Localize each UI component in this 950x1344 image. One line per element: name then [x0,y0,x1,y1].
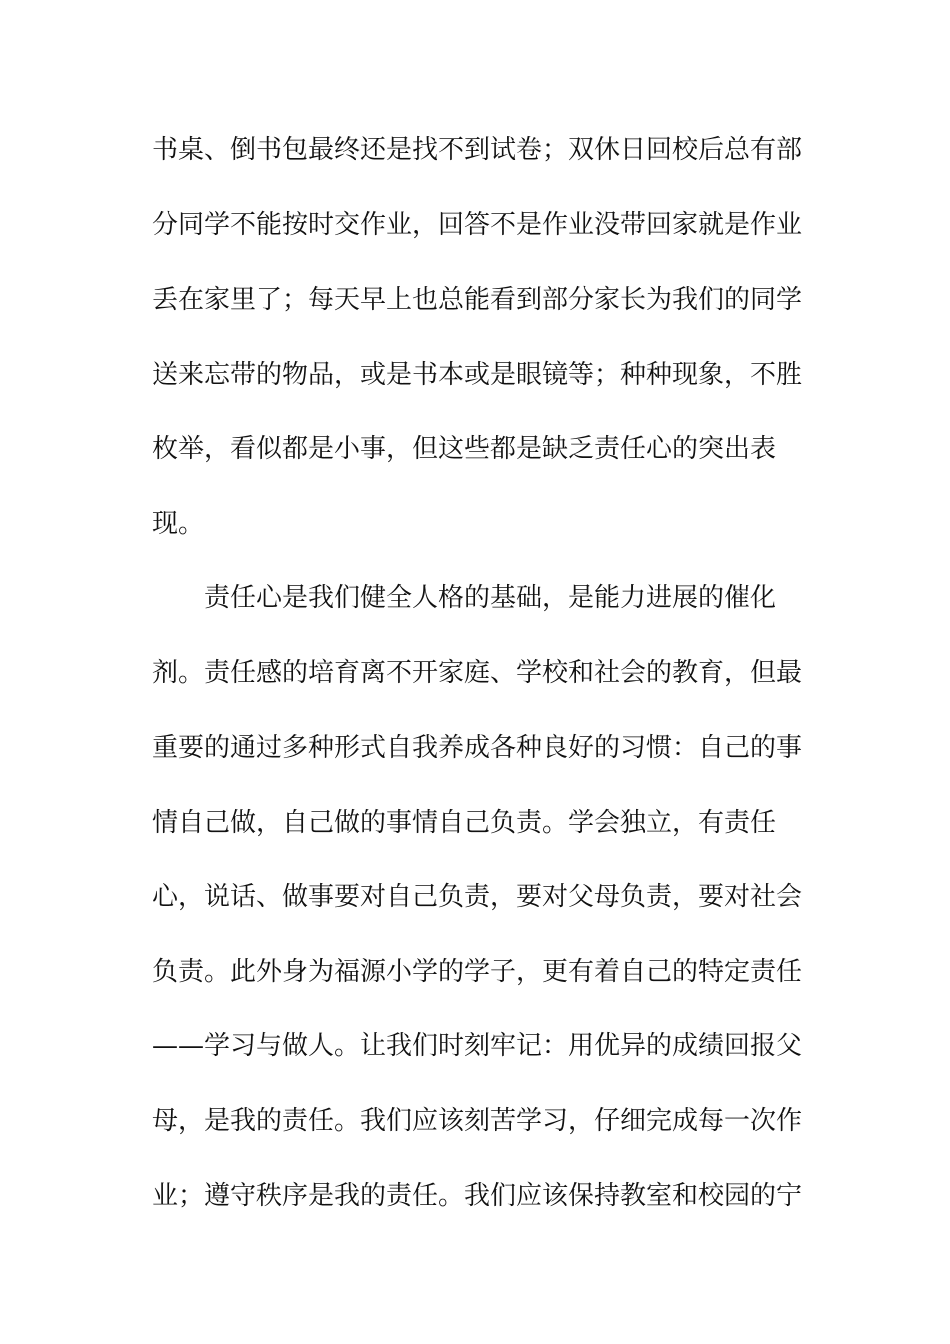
text-line: 重要的通过多种形式自我养成各种良好的习惯：自己的事 [152,733,803,763]
text-line: 现。 [152,509,205,539]
paragraph-first-line: 责任心是我们健全人格的基础，是能力进展的催化 [204,583,777,613]
text-line: 分同学不能按时交作业，回答不是作业没带回家就是作业 [152,210,803,240]
text-line: 情自己做，自己做的事情自己负责。学会独立，有责任 [152,808,777,838]
text-line: 送来忘带的物品，或是书本或是眼镜等；种种现象，不胜 [152,360,803,390]
text-line: 枚举，看似都是小事，但这些都是缺乏责任心的突出表 [152,434,777,464]
text-line: ——学习与做人。让我们时刻牢记：用优异的成绩回报父 [152,1031,803,1061]
text-line: 负责。此外身为福源小学的学子，更有着自己的特定责任 [152,957,803,987]
text-line: 心，说话、做事要对自己负责，要对父母负责，要对社会 [152,882,803,912]
text-line: 剂。责任感的培育离不开家庭、学校和社会的教育，但最 [152,658,803,688]
text-line: 丢在家里了；每天早上也总能看到部分家长为我们的同学 [152,285,803,315]
text-line: 业；遵守秩序是我的责任。我们应该保持教室和校园的宁 [152,1181,803,1211]
text-line: 母，是我的责任。我们应该刻苦学习，仔细完成每一次作 [152,1106,803,1136]
text-line: 书桌、倒书包最终还是找不到试卷；双休日回校后总有部 [152,135,803,165]
